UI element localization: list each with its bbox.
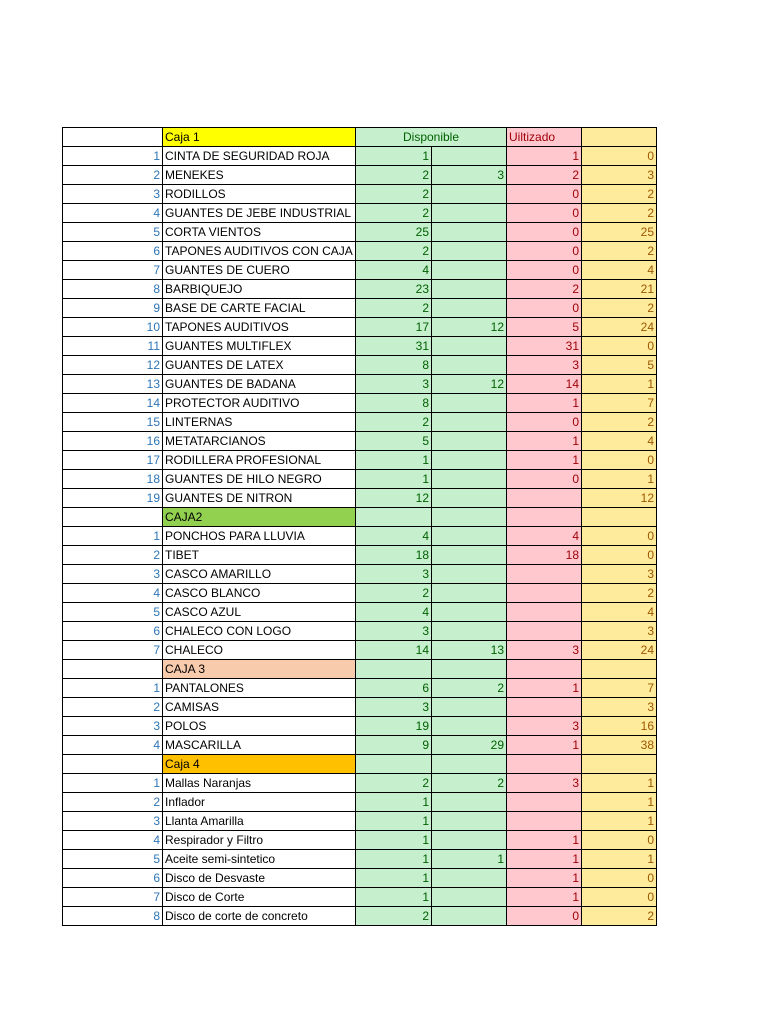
total-cell[interactable]: 16 — [582, 717, 657, 736]
table-row — [63, 793, 657, 812]
row-number-cell[interactable]: 17 — [63, 451, 163, 470]
item-name-cell[interactable]: Llanta Amarilla — [163, 812, 356, 831]
total-cell[interactable]: 0 — [582, 869, 657, 888]
total-cell[interactable]: 24 — [582, 318, 657, 337]
section-header-row — [63, 660, 657, 679]
row-number-cell[interactable]: 12 — [63, 356, 163, 375]
utilizado-cell[interactable]: 1 — [507, 888, 582, 907]
disponible-extra-cell[interactable]: 12 — [432, 318, 507, 337]
disponible-extra-cell[interactable] — [432, 869, 507, 888]
utilizado-cell[interactable]: 1 — [507, 394, 582, 413]
utilizado-cell[interactable]: 1 — [507, 147, 582, 166]
table-row — [63, 394, 657, 413]
item-name-cell[interactable]: GUANTES DE NITRON — [163, 489, 356, 508]
utilizado-cell[interactable] — [507, 603, 582, 622]
disponible-cell[interactable]: 8 — [356, 356, 432, 375]
total-cell[interactable]: 1 — [582, 470, 657, 489]
item-name-cell[interactable]: LINTERNAS — [163, 413, 356, 432]
section-header-row — [63, 755, 657, 774]
disponible-cell[interactable]: 3 — [356, 375, 432, 394]
cell-disponible-extra[interactable] — [432, 508, 507, 527]
table-row — [63, 261, 657, 280]
total-cell[interactable]: 1 — [582, 793, 657, 812]
cell-empty[interactable] — [63, 755, 163, 774]
disponible-extra-cell[interactable] — [432, 147, 507, 166]
total-cell[interactable]: 38 — [582, 736, 657, 755]
row-number-cell[interactable]: 1 — [63, 147, 163, 166]
header-disponible-cell[interactable]: Disponible — [356, 128, 507, 147]
disponible-extra-cell[interactable] — [432, 546, 507, 565]
row-number-cell[interactable]: 9 — [63, 299, 163, 318]
table-row — [63, 413, 657, 432]
disponible-cell[interactable]: 2 — [356, 299, 432, 318]
total-cell[interactable]: 1 — [582, 375, 657, 394]
section-header-row — [63, 508, 657, 527]
header-total-cell[interactable] — [582, 128, 657, 147]
utilizado-cell[interactable]: 0 — [507, 204, 582, 223]
table-row — [63, 603, 657, 622]
disponible-cell[interactable]: 3 — [356, 698, 432, 717]
row-number-cell[interactable]: 6 — [63, 242, 163, 261]
item-name-cell[interactable]: CASCO AMARILLO — [163, 565, 356, 584]
item-name-cell[interactable]: Respirador y Filtro — [163, 831, 356, 850]
cell-disponible[interactable] — [356, 660, 432, 679]
table-row — [63, 774, 657, 793]
disponible-extra-cell[interactable] — [432, 565, 507, 584]
item-name-cell[interactable]: BASE DE CARTE FACIAL — [163, 299, 356, 318]
row-number-cell[interactable]: 3 — [63, 812, 163, 831]
item-name-cell[interactable]: CHALECO — [163, 641, 356, 660]
utilizado-cell[interactable]: 1 — [507, 451, 582, 470]
disponible-cell[interactable]: 4 — [356, 527, 432, 546]
row-number-cell[interactable]: 1 — [63, 774, 163, 793]
disponible-cell[interactable]: 8 — [356, 394, 432, 413]
disponible-extra-cell[interactable] — [432, 527, 507, 546]
disponible-extra-cell[interactable] — [432, 204, 507, 223]
total-cell[interactable]: 0 — [582, 546, 657, 565]
total-cell[interactable]: 4 — [582, 603, 657, 622]
table-row — [63, 641, 657, 660]
utilizado-cell[interactable] — [507, 584, 582, 603]
row-number-cell[interactable]: 6 — [63, 622, 163, 641]
cell-total[interactable] — [582, 508, 657, 527]
disponible-extra-cell[interactable] — [432, 413, 507, 432]
disponible-extra-cell[interactable] — [432, 812, 507, 831]
total-cell[interactable]: 24 — [582, 641, 657, 660]
disponible-cell[interactable]: 25 — [356, 223, 432, 242]
disponible-cell[interactable]: 1 — [356, 812, 432, 831]
item-name-cell[interactable]: PANTALONES — [163, 679, 356, 698]
row-number-cell[interactable]: 14 — [63, 394, 163, 413]
row-number-cell[interactable]: 1 — [63, 679, 163, 698]
row-number-cell[interactable]: 1 — [63, 527, 163, 546]
total-cell[interactable]: 0 — [582, 147, 657, 166]
item-name-cell[interactable]: TAPONES AUDITIVOS CON CAJA — [163, 242, 356, 261]
disponible-cell[interactable]: 19 — [356, 717, 432, 736]
item-name-cell[interactable]: Aceite semi-sintetico — [163, 850, 356, 869]
utilizado-cell[interactable]: 5 — [507, 318, 582, 337]
table-row — [63, 736, 657, 755]
cell-total[interactable] — [582, 660, 657, 679]
table-row — [63, 375, 657, 394]
cell-empty[interactable] — [63, 508, 163, 527]
disponible-extra-cell[interactable] — [432, 299, 507, 318]
utilizado-cell[interactable]: 3 — [507, 774, 582, 793]
utilizado-cell[interactable]: 1 — [507, 736, 582, 755]
disponible-extra-cell[interactable] — [432, 451, 507, 470]
table-row — [63, 280, 657, 299]
inventory-sheet — [62, 127, 657, 926]
row-number-cell[interactable]: 15 — [63, 413, 163, 432]
total-cell[interactable]: 12 — [582, 489, 657, 508]
table-row — [63, 907, 657, 926]
table-row — [63, 299, 657, 318]
section-header-row — [63, 128, 657, 147]
utilizado-cell[interactable] — [507, 793, 582, 812]
disponible-extra-cell[interactable] — [432, 622, 507, 641]
cell-disponible-extra[interactable] — [432, 660, 507, 679]
row-number-cell[interactable]: 2 — [63, 698, 163, 717]
item-name-cell[interactable]: RODILLOS — [163, 185, 356, 204]
table-row — [63, 527, 657, 546]
disponible-cell[interactable]: 31 — [356, 337, 432, 356]
utilizado-cell[interactable]: 18 — [507, 546, 582, 565]
disponible-cell[interactable]: 5 — [356, 432, 432, 451]
disponible-cell[interactable]: 1 — [356, 869, 432, 888]
total-cell[interactable]: 0 — [582, 888, 657, 907]
table-row — [63, 432, 657, 451]
table-row — [63, 223, 657, 242]
row-number-cell[interactable]: 4 — [63, 831, 163, 850]
total-cell[interactable]: 5 — [582, 356, 657, 375]
disponible-extra-cell[interactable]: 3 — [432, 166, 507, 185]
row-number-cell[interactable]: 5 — [63, 223, 163, 242]
row-number-cell[interactable]: 4 — [63, 584, 163, 603]
disponible-extra-cell[interactable] — [432, 337, 507, 356]
disponible-extra-cell[interactable]: 2 — [432, 679, 507, 698]
utilizado-cell[interactable]: 1 — [507, 432, 582, 451]
disponible-cell[interactable]: 12 — [356, 489, 432, 508]
disponible-extra-cell[interactable] — [432, 584, 507, 603]
disponible-cell[interactable]: 1 — [356, 831, 432, 850]
item-name-cell[interactable]: CASCO BLANCO — [163, 584, 356, 603]
row-number-cell[interactable]: 3 — [63, 717, 163, 736]
item-name-cell[interactable]: TIBET — [163, 546, 356, 565]
total-cell[interactable]: 7 — [582, 679, 657, 698]
disponible-cell[interactable]: 1 — [356, 793, 432, 812]
utilizado-cell[interactable]: 0 — [507, 907, 582, 926]
total-cell[interactable]: 3 — [582, 622, 657, 641]
table-row — [63, 679, 657, 698]
item-name-cell[interactable]: MENEKES — [163, 166, 356, 185]
disponible-extra-cell[interactable] — [432, 470, 507, 489]
disponible-extra-cell[interactable] — [432, 831, 507, 850]
total-cell[interactable]: 1 — [582, 774, 657, 793]
cell-utilizado[interactable] — [507, 660, 582, 679]
utilizado-cell[interactable]: 0 — [507, 185, 582, 204]
disponible-cell[interactable]: 18 — [356, 546, 432, 565]
total-cell[interactable]: 7 — [582, 394, 657, 413]
disponible-cell[interactable]: 3 — [356, 622, 432, 641]
item-name-cell[interactable]: CASCO AZUL — [163, 603, 356, 622]
disponible-cell[interactable]: 1 — [356, 850, 432, 869]
utilizado-cell[interactable]: 1 — [507, 831, 582, 850]
disponible-extra-cell[interactable] — [432, 394, 507, 413]
row-number-cell[interactable]: 6 — [63, 869, 163, 888]
item-name-cell[interactable]: MASCARILLA — [163, 736, 356, 755]
utilizado-cell[interactable]: 31 — [507, 337, 582, 356]
table-row — [63, 622, 657, 641]
section-title-cell[interactable]: CAJA2 — [163, 508, 356, 527]
table-row — [63, 888, 657, 907]
cell-empty[interactable] — [63, 660, 163, 679]
row-number-cell[interactable]: 4 — [63, 736, 163, 755]
cell-total[interactable] — [582, 755, 657, 774]
table-row — [63, 242, 657, 261]
table-row — [63, 812, 657, 831]
disponible-cell[interactable]: 2 — [356, 907, 432, 926]
disponible-extra-cell[interactable] — [432, 888, 507, 907]
utilizado-cell[interactable]: 0 — [507, 242, 582, 261]
table-row — [63, 489, 657, 508]
row-number-cell[interactable]: 13 — [63, 375, 163, 394]
table-row — [63, 850, 657, 869]
utilizado-cell[interactable]: 1 — [507, 679, 582, 698]
row-number-cell[interactable]: 19 — [63, 489, 163, 508]
item-name-cell[interactable]: Inflador — [163, 793, 356, 812]
table-row — [63, 337, 657, 356]
item-name-cell[interactable]: GUANTES DE CUERO — [163, 261, 356, 280]
row-number-cell[interactable]: 18 — [63, 470, 163, 489]
item-name-cell[interactable]: CHALECO CON LOGO — [163, 622, 356, 641]
utilizado-cell[interactable] — [507, 622, 582, 641]
header-utilizado-cell[interactable]: Uiltizado — [507, 128, 582, 147]
disponible-cell[interactable]: 2 — [356, 204, 432, 223]
table-row — [63, 147, 657, 166]
cell-utilizado[interactable] — [507, 508, 582, 527]
row-number-cell[interactable]: 16 — [63, 432, 163, 451]
row-number-cell[interactable]: 4 — [63, 204, 163, 223]
total-cell[interactable]: 21 — [582, 280, 657, 299]
utilizado-cell[interactable]: 14 — [507, 375, 582, 394]
disponible-extra-cell[interactable] — [432, 280, 507, 299]
utilizado-cell[interactable]: 1 — [507, 869, 582, 888]
total-cell[interactable]: 2 — [582, 299, 657, 318]
disponible-cell[interactable]: 2 — [356, 774, 432, 793]
disponible-extra-cell[interactable] — [432, 907, 507, 926]
row-number-cell[interactable]: 11 — [63, 337, 163, 356]
total-cell[interactable]: 3 — [582, 698, 657, 717]
disponible-extra-cell[interactable] — [432, 698, 507, 717]
total-cell[interactable]: 0 — [582, 831, 657, 850]
utilizado-cell[interactable] — [507, 812, 582, 831]
disponible-extra-cell[interactable] — [432, 261, 507, 280]
total-cell[interactable]: 3 — [582, 565, 657, 584]
item-name-cell[interactable]: GUANTES DE JEBE INDUSTRIAL — [163, 204, 356, 223]
item-name-cell[interactable]: Disco de Corte — [163, 888, 356, 907]
utilizado-cell[interactable]: 3 — [507, 641, 582, 660]
row-number-cell[interactable]: 2 — [63, 546, 163, 565]
item-name-cell[interactable]: RODILLERA PROFESIONAL — [163, 451, 356, 470]
total-cell[interactable]: 1 — [582, 812, 657, 831]
item-name-cell[interactable]: GUANTES MULTIFLEX — [163, 337, 356, 356]
utilizado-cell[interactable]: 4 — [507, 527, 582, 546]
section-title-cell[interactable]: CAJA 3 — [163, 660, 356, 679]
disponible-cell[interactable]: 9 — [356, 736, 432, 755]
disponible-extra-cell[interactable] — [432, 356, 507, 375]
total-cell[interactable]: 4 — [582, 261, 657, 280]
table-row — [63, 166, 657, 185]
disponible-extra-cell[interactable] — [432, 242, 507, 261]
item-name-cell[interactable]: PROTECTOR AUDITIVO — [163, 394, 356, 413]
total-cell[interactable]: 3 — [582, 166, 657, 185]
item-name-cell[interactable]: Mallas Naranjas — [163, 774, 356, 793]
utilizado-cell[interactable]: 0 — [507, 470, 582, 489]
disponible-extra-cell[interactable] — [432, 432, 507, 451]
disponible-extra-cell[interactable] — [432, 793, 507, 812]
row-number-cell[interactable]: 5 — [63, 603, 163, 622]
total-cell[interactable]: 2 — [582, 584, 657, 603]
utilizado-cell[interactable]: 0 — [507, 413, 582, 432]
disponible-extra-cell[interactable] — [432, 185, 507, 204]
item-name-cell[interactable]: BARBIQUEJO — [163, 280, 356, 299]
table-row — [63, 869, 657, 888]
item-name-cell[interactable]: CORTA VIENTOS — [163, 223, 356, 242]
total-cell[interactable]: 2 — [582, 413, 657, 432]
row-number-cell[interactable]: 2 — [63, 793, 163, 812]
disponible-extra-cell[interactable]: 12 — [432, 375, 507, 394]
total-cell[interactable]: 4 — [582, 432, 657, 451]
total-cell[interactable]: 2 — [582, 242, 657, 261]
disponible-extra-cell[interactable]: 1 — [432, 850, 507, 869]
utilizado-cell[interactable]: 3 — [507, 356, 582, 375]
total-cell[interactable]: 0 — [582, 451, 657, 470]
cell-disponible[interactable] — [356, 508, 432, 527]
table-row — [63, 717, 657, 736]
disponible-extra-cell[interactable] — [432, 489, 507, 508]
disponible-cell[interactable]: 1 — [356, 451, 432, 470]
item-name-cell[interactable]: POLOS — [163, 717, 356, 736]
item-name-cell[interactable]: Disco de Desvaste — [163, 869, 356, 888]
utilizado-cell[interactable]: 1 — [507, 850, 582, 869]
row-number-cell[interactable]: 7 — [63, 261, 163, 280]
disponible-extra-cell[interactable] — [432, 717, 507, 736]
total-cell[interactable]: 0 — [582, 337, 657, 356]
utilizado-cell[interactable]: 2 — [507, 280, 582, 299]
disponible-cell[interactable]: 3 — [356, 565, 432, 584]
disponible-cell[interactable]: 4 — [356, 603, 432, 622]
table-row — [63, 546, 657, 565]
table-row — [63, 356, 657, 375]
total-cell[interactable]: 25 — [582, 223, 657, 242]
disponible-cell[interactable]: 2 — [356, 185, 432, 204]
item-name-cell[interactable]: GUANTES DE HILO NEGRO — [163, 470, 356, 489]
table-row — [63, 204, 657, 223]
disponible-extra-cell[interactable]: 2 — [432, 774, 507, 793]
row-number-cell[interactable]: 3 — [63, 185, 163, 204]
utilizado-cell[interactable] — [507, 489, 582, 508]
disponible-cell[interactable]: 2 — [356, 242, 432, 261]
section-title-cell[interactable]: Caja 4 — [163, 755, 356, 774]
cell-utilizado[interactable] — [507, 755, 582, 774]
total-cell[interactable]: 1 — [582, 850, 657, 869]
disponible-cell[interactable]: 1 — [356, 888, 432, 907]
row-number-cell[interactable]: 7 — [63, 641, 163, 660]
disponible-cell[interactable]: 2 — [356, 166, 432, 185]
table-row — [63, 698, 657, 717]
disponible-cell[interactable]: 1 — [356, 470, 432, 489]
utilizado-cell[interactable]: 2 — [507, 166, 582, 185]
cell-empty[interactable] — [63, 128, 163, 147]
total-cell[interactable]: 2 — [582, 907, 657, 926]
row-number-cell[interactable]: 8 — [63, 280, 163, 299]
item-name-cell[interactable]: PONCHOS PARA LLUVIA — [163, 527, 356, 546]
cell-disponible[interactable] — [356, 755, 432, 774]
table-row — [63, 470, 657, 489]
table-row — [63, 185, 657, 204]
table-row — [63, 451, 657, 470]
item-name-cell[interactable]: GUANTES DE BADANA — [163, 375, 356, 394]
row-number-cell[interactable]: 5 — [63, 850, 163, 869]
disponible-extra-cell[interactable] — [432, 603, 507, 622]
utilizado-cell[interactable]: 0 — [507, 299, 582, 318]
disponible-cell[interactable]: 17 — [356, 318, 432, 337]
disponible-cell[interactable]: 2 — [356, 584, 432, 603]
disponible-extra-cell[interactable]: 13 — [432, 641, 507, 660]
table-row — [63, 584, 657, 603]
row-number-cell[interactable]: 2 — [63, 166, 163, 185]
disponible-cell[interactable]: 2 — [356, 413, 432, 432]
table-row — [63, 831, 657, 850]
utilizado-cell[interactable] — [507, 698, 582, 717]
disponible-extra-cell[interactable] — [432, 223, 507, 242]
disponible-cell[interactable]: 4 — [356, 261, 432, 280]
total-cell[interactable]: 2 — [582, 204, 657, 223]
table-row — [63, 318, 657, 337]
table-row — [63, 565, 657, 584]
disponible-cell[interactable]: 1 — [356, 147, 432, 166]
utilizado-cell[interactable] — [507, 565, 582, 584]
total-cell[interactable]: 0 — [582, 527, 657, 546]
disponible-cell[interactable]: 6 — [356, 679, 432, 698]
total-cell[interactable]: 2 — [582, 185, 657, 204]
disponible-extra-cell[interactable]: 29 — [432, 736, 507, 755]
row-number-cell[interactable]: 8 — [63, 907, 163, 926]
item-name-cell[interactable]: GUANTES DE LATEX — [163, 356, 356, 375]
row-number-cell[interactable]: 7 — [63, 888, 163, 907]
utilizado-cell[interactable]: 0 — [507, 261, 582, 280]
disponible-cell[interactable]: 23 — [356, 280, 432, 299]
item-name-cell[interactable]: METATARCIANOS — [163, 432, 356, 451]
item-name-cell[interactable]: Disco de corte de concreto — [163, 907, 356, 926]
sheet-body — [63, 128, 657, 926]
item-name-cell[interactable]: CINTA DE SEGURIDAD ROJA — [163, 147, 356, 166]
section-title-cell[interactable]: Caja 1 — [163, 128, 356, 147]
utilizado-cell[interactable]: 0 — [507, 223, 582, 242]
row-number-cell[interactable]: 3 — [63, 565, 163, 584]
utilizado-cell[interactable]: 3 — [507, 717, 582, 736]
item-name-cell[interactable]: CAMISAS — [163, 698, 356, 717]
cell-disponible-extra[interactable] — [432, 755, 507, 774]
item-name-cell[interactable]: TAPONES AUDITIVOS — [163, 318, 356, 337]
row-number-cell[interactable]: 10 — [63, 318, 163, 337]
disponible-cell[interactable]: 14 — [356, 641, 432, 660]
